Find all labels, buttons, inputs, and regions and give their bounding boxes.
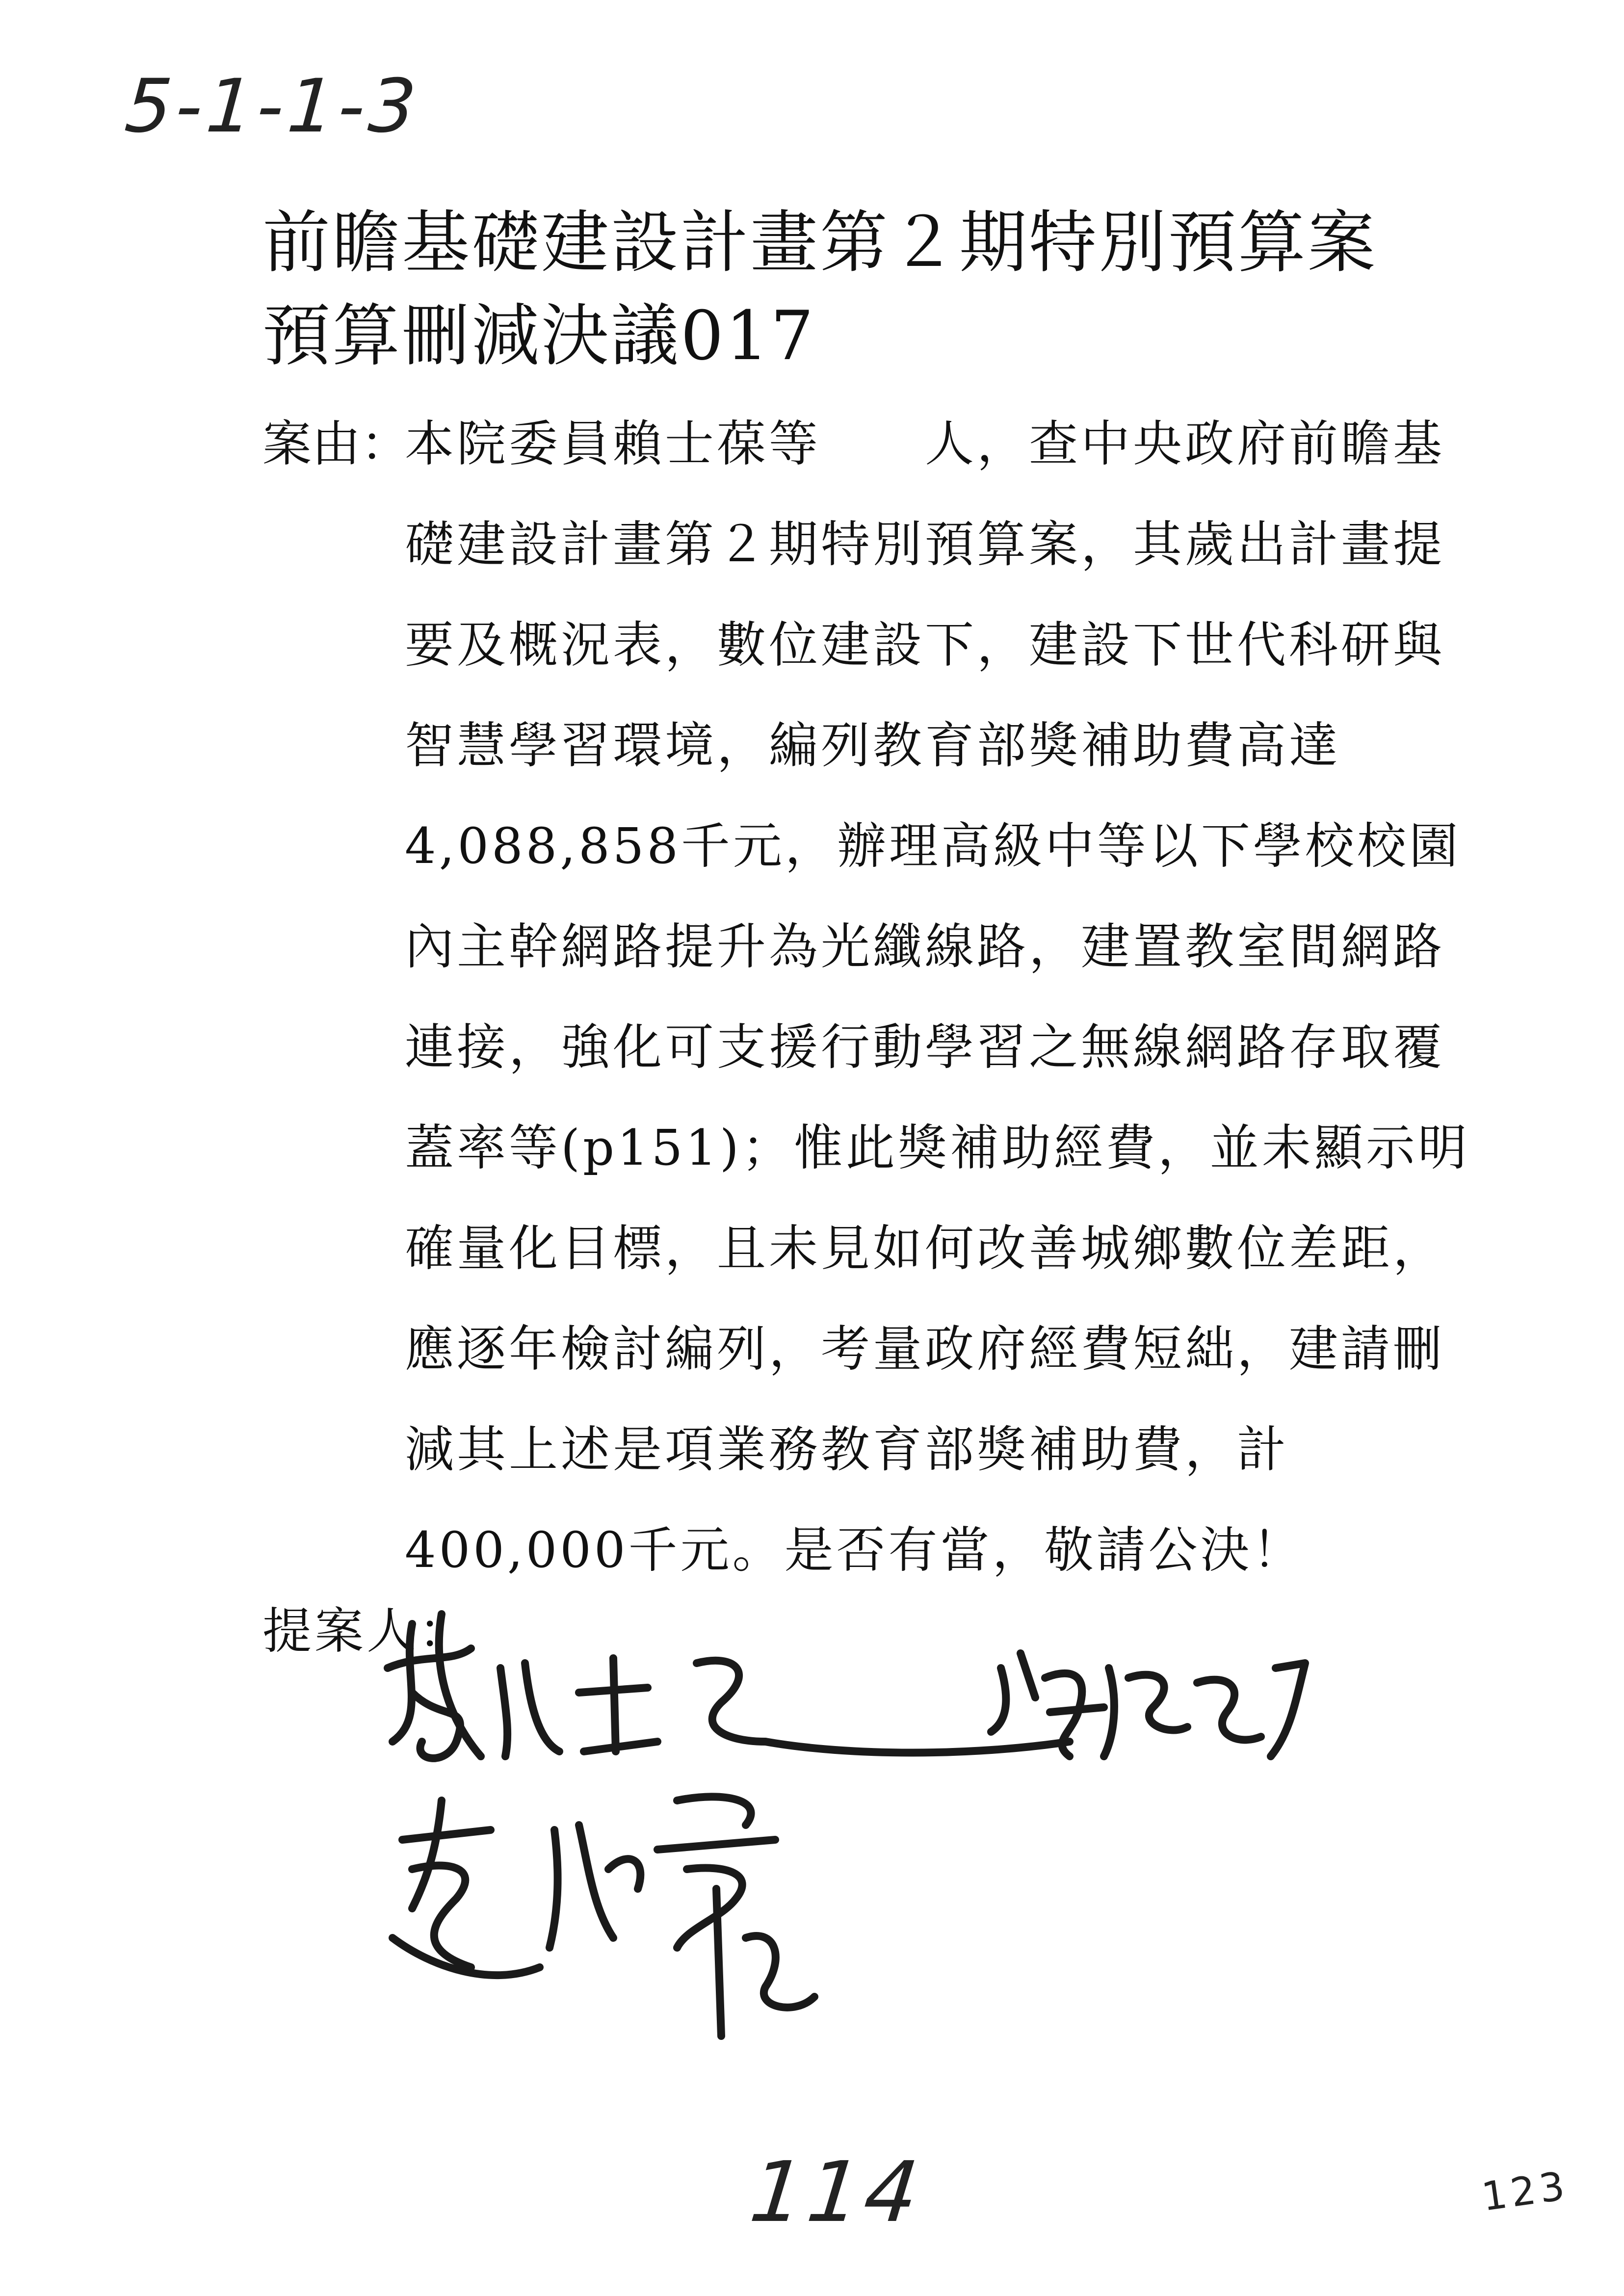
reason-line: 應逐年檢討編列，考量政府經費短絀，建請刪	[405, 1320, 1445, 1378]
handwritten-stamp-number: 123	[1479, 2163, 1572, 2220]
handwritten-page-number: 114	[745, 2144, 927, 2241]
title-line-1: 前瞻基礎建設計畫第２期特別預算案	[262, 203, 1378, 282]
reason-line: 4,088,858千元，辦理高級中等以下學校校園	[405, 817, 1461, 875]
handwritten-signatures	[383, 1594, 1364, 2061]
signature-3	[393, 1797, 814, 2036]
proposer-label: 提案人：	[262, 1602, 471, 1660]
reason-line: 本院委員賴士葆等 人，查中央政府前瞻基	[405, 415, 1445, 472]
reason-line: 連接，強化可支援行動學習之無線網路存取覆	[405, 1018, 1445, 1076]
signature-2	[991, 1653, 1305, 1756]
reason-label: 案由：	[262, 415, 410, 472]
reason-line: 內主幹網路提升為光纖線路，建置教室間網路	[405, 918, 1445, 975]
reason-line: 礎建設計畫第２期特別預算案，其歲出計畫提	[405, 516, 1445, 573]
reason-line: 400,000千元。是否有當，敬請公決！	[405, 1521, 1305, 1579]
signature-area	[383, 1594, 1364, 2061]
reason-line: 減其上述是項業務教育部獎補助費，計	[405, 1421, 1289, 1478]
document-title	[262, 196, 1377, 383]
reason-line: 確量化目標，且未見如何改善城鄉數位差距，	[405, 1220, 1445, 1277]
reason-body	[405, 407, 1470, 1614]
signature-1	[388, 1614, 1070, 1758]
reason-line: 智慧學習環境，編列教育部獎補助費高達	[405, 717, 1341, 774]
reason-line: 蓋率等(p151)；惟此獎補助經費，並未顯示明	[405, 1119, 1470, 1176]
title-line-2: 預算刪減決議017	[262, 296, 816, 375]
handwritten-reference-code: 5-1-1-3	[122, 64, 423, 149]
reason-line: 要及概況表，數位建設下，建設下世代科研與	[405, 616, 1445, 674]
